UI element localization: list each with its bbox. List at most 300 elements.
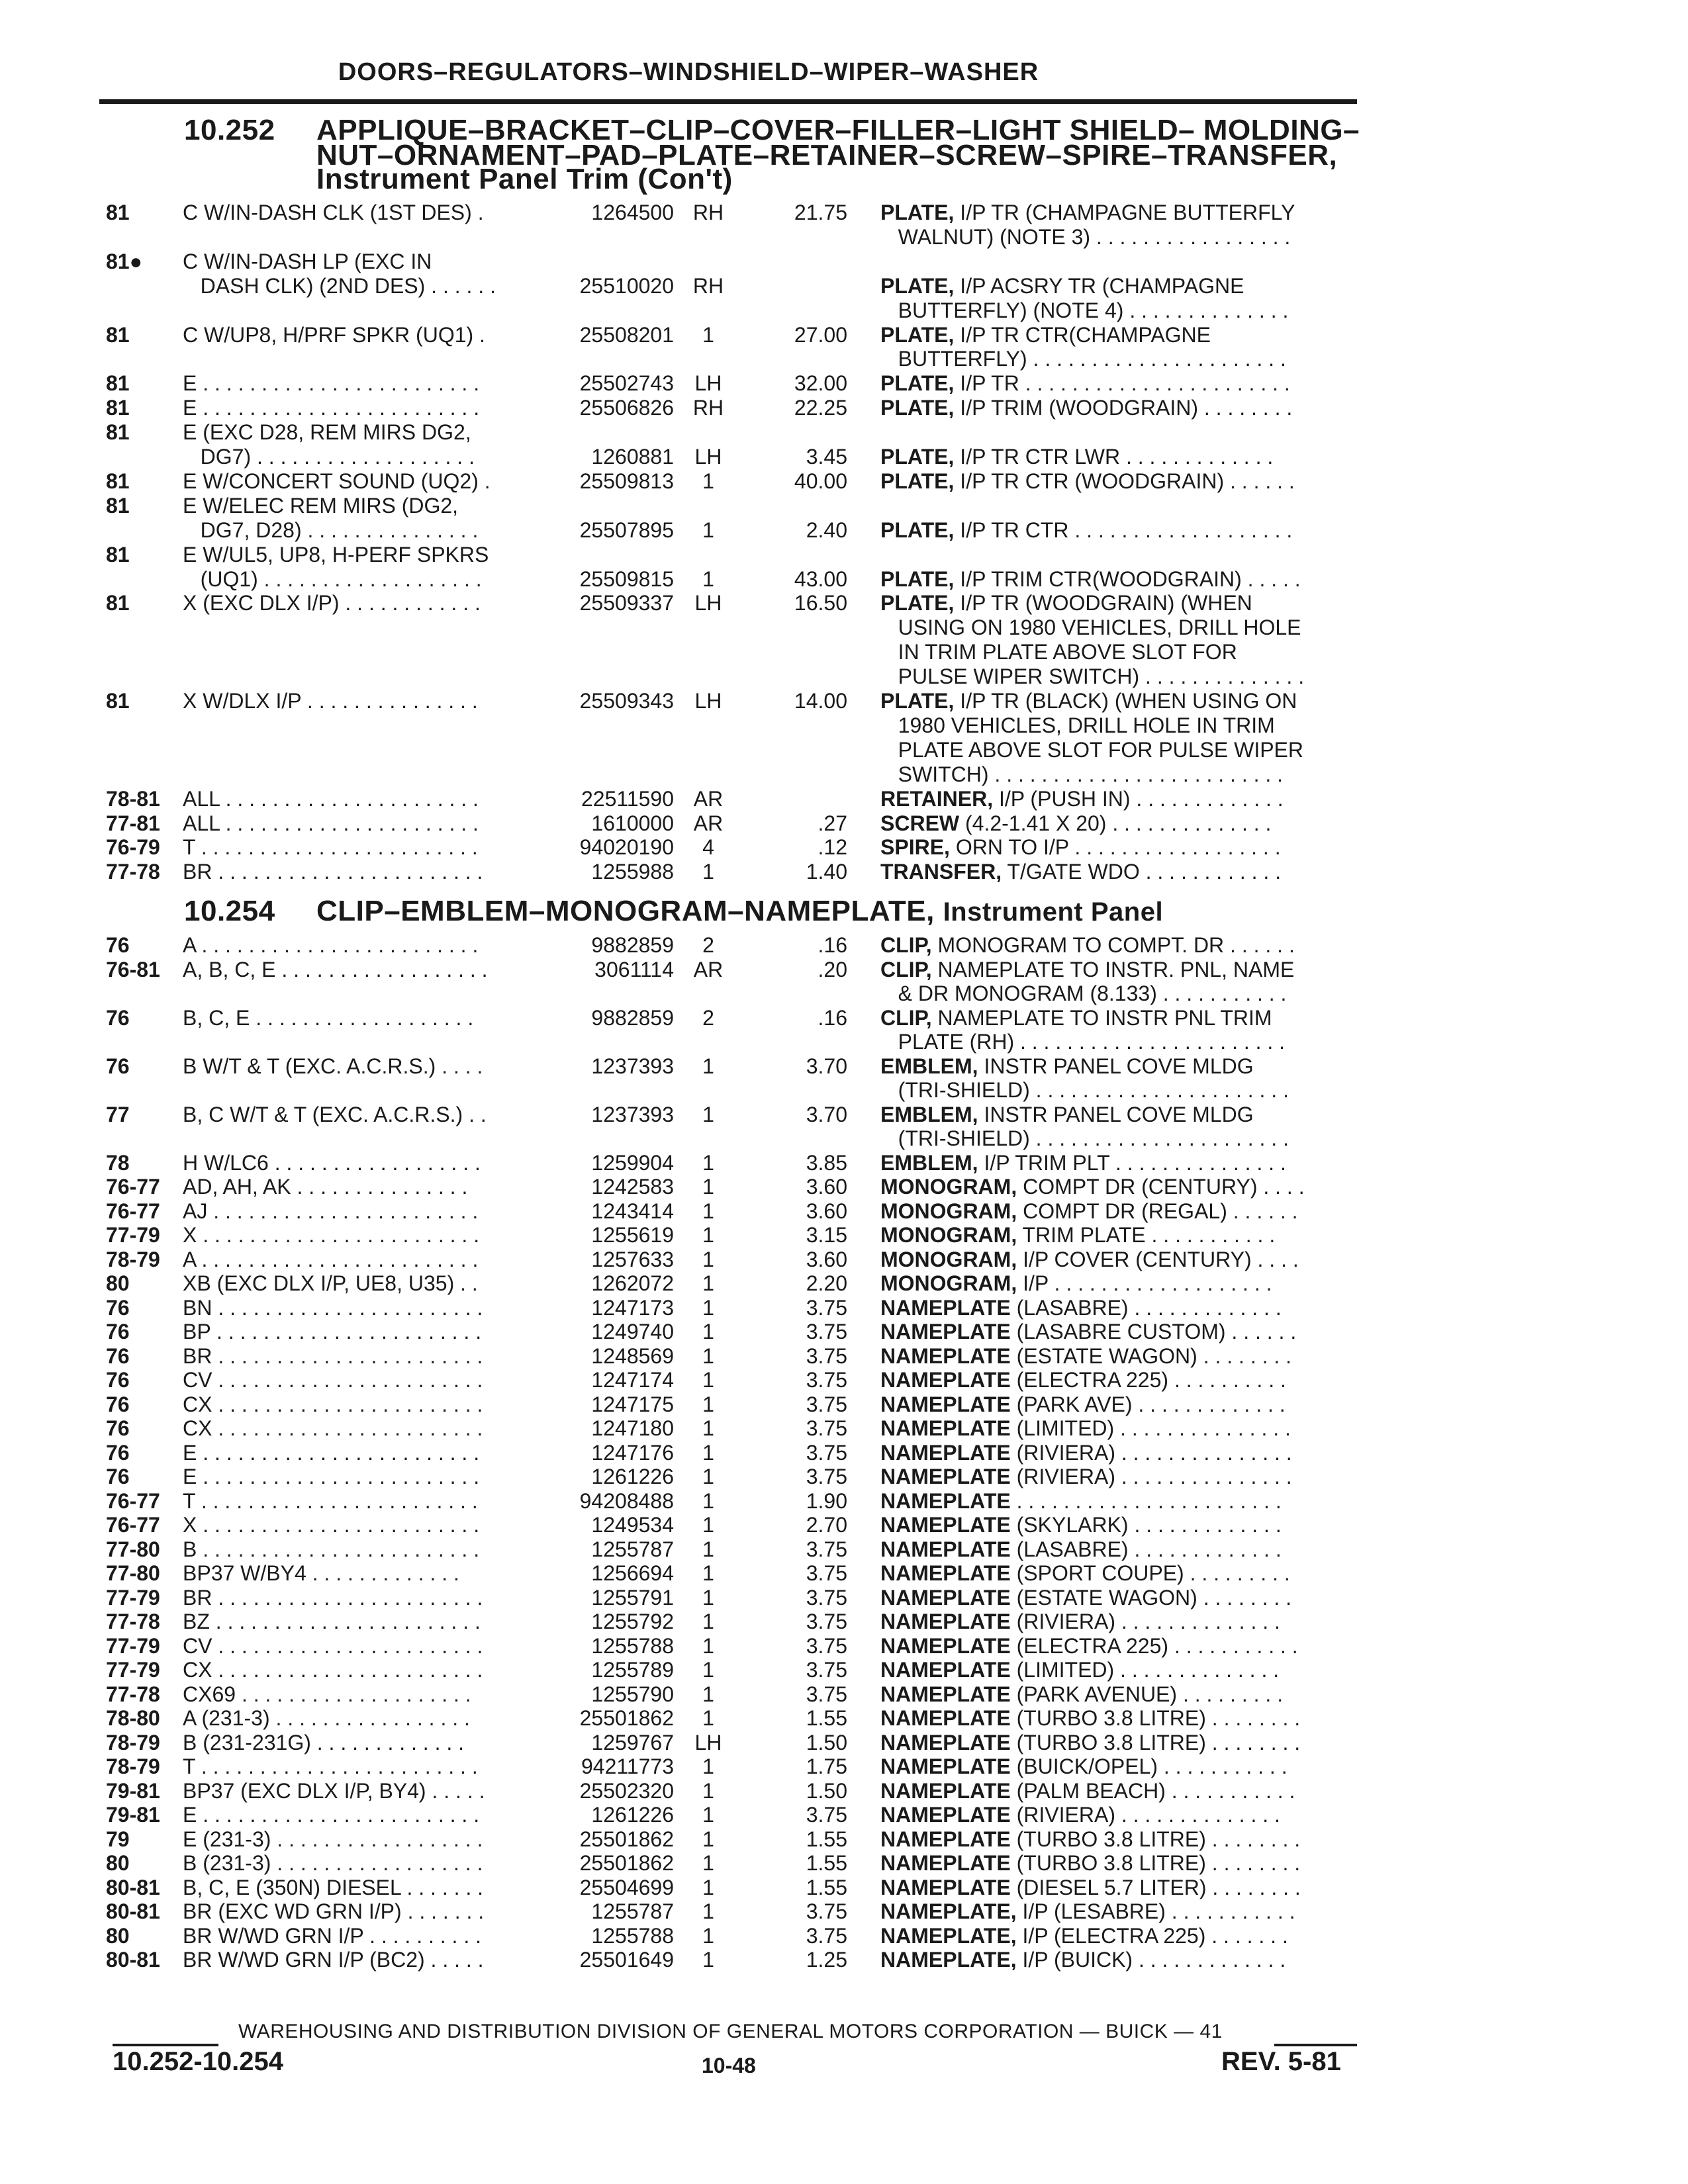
year-cell: 77-79 xyxy=(106,1585,160,1610)
description-cell xyxy=(880,1199,1357,1224)
part-name: MONOGRAM, xyxy=(880,1271,1017,1295)
part-name: NAMEPLATE xyxy=(880,1465,1011,1488)
year-cell: 77-81 xyxy=(106,811,160,835)
part-description: I/P (LESABRE) . . . . . . . . . . . xyxy=(1022,1899,1295,1923)
application-cell: DG7) . . . . . . . . . . . . . . . . . . . xyxy=(183,445,475,469)
application-cell: E W/ELEC REM MIRS (DG2, xyxy=(183,493,459,518)
application-cell: ALL . . . . . . . . . . . . . . . . . . . . . . xyxy=(183,786,479,811)
part-name: MONOGRAM, xyxy=(880,1223,1017,1247)
part-number-cell: 1260881 xyxy=(591,445,674,469)
part-name: NAMEPLATE, xyxy=(880,1923,1017,1948)
year-cell: 76 xyxy=(106,1416,130,1440)
part-number-cell: 1255789 xyxy=(591,1658,674,1682)
part-name: CLIP, xyxy=(880,957,932,981)
year-cell: 81 xyxy=(106,591,130,615)
quantity-cell: LH xyxy=(694,1730,722,1754)
description-cell xyxy=(880,1223,1357,1248)
description-cell xyxy=(880,1610,1357,1634)
price-cell: 1.40 xyxy=(806,860,847,884)
part-number-cell: 1249534 xyxy=(591,1513,674,1537)
part-description: (ELECTRA 225) . . . . . . . . . . xyxy=(1016,1368,1286,1392)
price-cell: 1.25 xyxy=(806,1948,847,1972)
price-cell: 16.50 xyxy=(794,591,847,615)
price-cell: 3.75 xyxy=(806,1610,847,1633)
year-cell: 81 xyxy=(106,322,130,347)
description-cell xyxy=(880,1296,1357,1320)
price-cell: 3.75 xyxy=(806,1585,847,1610)
part-number-cell: 1237393 xyxy=(591,1054,674,1078)
section-number: 10.252 xyxy=(184,114,275,146)
part-description: I/P COVER (CENTURY) . . . . xyxy=(1023,1247,1299,1271)
part-description: I/P TR (CHAMPAGNE BUTTERFLY xyxy=(960,201,1295,224)
part-number-cell: 1248569 xyxy=(591,1343,674,1368)
application-cell: E W/UL5, UP8, H-PERF SPKRS xyxy=(183,542,489,567)
description-cell xyxy=(880,1779,1357,1803)
application-cell: DASH CLK) (2ND DES) . . . . . . xyxy=(183,273,496,298)
price-cell: 3.75 xyxy=(806,1465,847,1488)
part-description: PLATE ABOVE SLOT FOR PULSE WIPER xyxy=(880,737,1303,762)
part-name: PLATE, xyxy=(880,396,955,420)
part-description: I/P TRIM CTR(WOODGRAIN) . . . . . xyxy=(960,567,1301,591)
part-description: I/P TR CTR (WOODGRAIN) . . . . . . xyxy=(960,469,1295,493)
part-number-cell: 1255988 xyxy=(591,860,674,884)
part-number-cell: 25509815 xyxy=(579,567,674,591)
part-description: (LIMITED) . . . . . . . . . . . . . . xyxy=(1016,1658,1280,1682)
part-number-cell: 25508201 xyxy=(579,322,674,347)
part-number-cell: 1255788 xyxy=(591,1923,674,1948)
description-cell xyxy=(880,469,1357,494)
description-cell xyxy=(880,1561,1357,1586)
description-cell xyxy=(880,1465,1357,1489)
application-cell: BR . . . . . . . . . . . . . . . . . . . . . . . xyxy=(183,1585,483,1610)
description-cell xyxy=(880,1803,1357,1827)
part-number-cell: 1257633 xyxy=(591,1247,674,1271)
part-number-cell: 25510020 xyxy=(579,273,674,298)
part-number-cell: 94211773 xyxy=(581,1754,674,1778)
quantity-cell: 1 xyxy=(702,469,714,493)
price-cell: 3.60 xyxy=(806,1247,847,1271)
part-description: (RIVIERA) . . . . . . . . . . . . . . xyxy=(1016,1803,1280,1827)
year-cell: 81● xyxy=(106,249,142,273)
application-cell: BR W/WD GRN I/P . . . . . . . . . . xyxy=(183,1923,481,1948)
year-cell: 77-78 xyxy=(106,1682,160,1706)
price-cell: .20 xyxy=(818,957,847,981)
part-name: CLIP, xyxy=(880,1005,932,1030)
year-cell: 76-81 xyxy=(106,957,160,981)
part-description: ORN TO I/P . . . . . . . . . . . . . . . . . . xyxy=(955,835,1281,860)
description-cell xyxy=(880,933,1357,958)
application-cell: B (231-3) . . . . . . . . . . . . . . . . . . xyxy=(183,1851,483,1875)
quantity-cell: 1 xyxy=(702,1247,714,1271)
quantity-cell: 1 xyxy=(702,1223,714,1247)
description-cell xyxy=(880,1899,1357,1924)
part-number-cell: 1256694 xyxy=(591,1561,674,1585)
part-name: PLATE, xyxy=(880,322,955,347)
price-cell: 3.75 xyxy=(806,1416,847,1440)
application-cell: E . . . . . . . . . . . . . . . . . . . . . . . . xyxy=(183,1465,480,1488)
price-cell: 3.75 xyxy=(806,1658,847,1682)
year-cell: 77-79 xyxy=(106,1223,160,1247)
description-cell xyxy=(880,567,1357,592)
year-cell: 81 xyxy=(106,396,130,420)
description-cell xyxy=(880,640,1357,664)
part-description: IN TRIM PLATE ABOVE SLOT FOR xyxy=(880,640,1237,664)
description-cell xyxy=(880,274,1357,298)
part-description: I/P TRIM (WOODGRAIN) . . . . . . . . xyxy=(960,396,1293,420)
application-cell: (UQ1) . . . . . . . . . . . . . . . . . . . xyxy=(183,567,482,591)
part-description: (TURBO 3.8 LITRE) . . . . . . . . xyxy=(1016,1706,1301,1730)
quantity-cell: 4 xyxy=(702,835,714,860)
application-cell: BN . . . . . . . . . . . . . . . . . . . . . . . xyxy=(183,1295,483,1320)
price-cell: 3.75 xyxy=(806,1537,847,1561)
description-cell xyxy=(880,1658,1357,1682)
page-header-text: DOORS–REGULATORS–WINDSHIELD–WIPER–WASHER xyxy=(338,58,1039,86)
application-cell: BP . . . . . . . . . . . . . . . . . . . . . . . xyxy=(183,1320,482,1343)
part-name: NAMEPLATE xyxy=(880,1827,1011,1851)
application-cell: A, B, C, E . . . . . . . . . . . . . . . . . . xyxy=(183,957,488,981)
part-description: (LASABRE) . . . . . . . . . . . . . xyxy=(1016,1537,1282,1561)
part-number-cell: 1249740 xyxy=(591,1320,674,1343)
part-description: (TURBO 3.8 LITRE) . . . . . . . . xyxy=(1016,1851,1301,1875)
quantity-cell: 1 xyxy=(702,1851,714,1875)
part-description: PLATE (RH) . . . . . . . . . . . . . . . . . . . . . . . xyxy=(880,1030,1286,1054)
year-cell: 79-81 xyxy=(106,1778,160,1803)
part-number-cell: 1247176 xyxy=(591,1440,674,1465)
section-title-line-1: APPLIQUE–BRACKET–CLIP–COVER–FILLER–LIGHT SHIELD– MOLDING– xyxy=(316,114,1360,146)
part-number-cell: 25509343 xyxy=(579,689,674,713)
part-description: (RIVIERA) . . . . . . . . . . . . . . . xyxy=(1016,1465,1292,1488)
price-cell: 1.55 xyxy=(806,1706,847,1730)
price-cell: 43.00 xyxy=(794,567,847,591)
price-cell: 3.75 xyxy=(806,1682,847,1706)
price-cell: .16 xyxy=(818,1005,847,1030)
description-cell xyxy=(880,738,1357,762)
part-name: NAMEPLATE xyxy=(880,1320,1011,1343)
description-cell xyxy=(880,1392,1357,1417)
year-cell: 76-79 xyxy=(106,835,160,860)
quantity-cell: 1 xyxy=(702,1561,714,1585)
application-cell: C W/IN-DASH CLK (1ST DES) . xyxy=(183,201,484,224)
price-cell: .12 xyxy=(818,835,847,860)
description-cell xyxy=(880,1103,1357,1127)
application-cell: XB (EXC DLX I/P, UE8, U35) . . xyxy=(183,1271,478,1295)
part-name: PLATE, xyxy=(880,201,955,224)
part-description: I/P ACSRY TR (CHAMPAGNE xyxy=(960,273,1244,298)
part-number-cell: 25502320 xyxy=(579,1778,674,1803)
application-cell: E . . . . . . . . . . . . . . . . . . . . . . . . xyxy=(183,1803,480,1827)
part-description: SWITCH) . . . . . . . . . . . . . . . . . . . . . . . . . xyxy=(880,762,1284,786)
price-cell: 3.75 xyxy=(806,1899,847,1923)
part-number-cell: 1247175 xyxy=(591,1392,674,1416)
year-cell: 81 xyxy=(106,542,130,567)
quantity-cell: 1 xyxy=(702,1343,714,1368)
application-cell: A (231-3) . . . . . . . . . . . . . . . . . xyxy=(183,1706,470,1730)
part-description: (ELECTRA 225) . . . . . . . . . . . xyxy=(1016,1633,1298,1658)
year-cell: 76 xyxy=(106,933,130,957)
description-cell xyxy=(880,1489,1357,1514)
application-cell: BP37 W/BY4 . . . . . . . . . . . . . xyxy=(183,1561,459,1585)
application-cell: CV . . . . . . . . . . . . . . . . . . . . . . . xyxy=(183,1368,483,1392)
quantity-cell: 1 xyxy=(702,1199,714,1223)
part-description: (TURBO 3.8 LITRE) . . . . . . . . xyxy=(1016,1827,1301,1851)
year-cell: 76 xyxy=(106,1368,130,1392)
price-cell: .27 xyxy=(818,811,847,835)
price-cell: 3.70 xyxy=(806,1102,847,1126)
application-cell: BR W/WD GRN I/P (BC2) . . . . . xyxy=(183,1948,484,1972)
part-description: (RIVIERA) . . . . . . . . . . . . . . . xyxy=(1016,1440,1292,1465)
year-cell: 76 xyxy=(106,1005,130,1030)
part-description: (ESTATE WAGON) . . . . . . . . xyxy=(1016,1585,1292,1610)
application-cell: CX . . . . . . . . . . . . . . . . . . . . . . . xyxy=(183,1658,483,1682)
section-subtitle: Instrument Panel Trim (Con't) xyxy=(316,163,733,195)
year-cell: 76 xyxy=(106,1295,130,1320)
year-cell: 77 xyxy=(106,1102,130,1126)
page-header xyxy=(99,58,1357,104)
part-description: & DR MONOGRAM (8.133) . . . . . . . . . . . xyxy=(880,981,1287,1005)
part-description: INSTR PANEL COVE MLDG xyxy=(984,1054,1254,1078)
quantity-cell: AR xyxy=(693,957,724,981)
part-name: PLATE, xyxy=(880,371,955,396)
price-cell: 3.75 xyxy=(806,1440,847,1465)
part-number-cell: 1610000 xyxy=(591,811,674,835)
part-name: PLATE, xyxy=(880,273,955,298)
part-number-cell: 25501862 xyxy=(579,1827,674,1851)
part-description: COMPT DR (CENTURY) . . . . xyxy=(1023,1175,1305,1199)
part-number-cell: 1255787 xyxy=(591,1537,674,1561)
description-cell xyxy=(880,1416,1357,1441)
year-cell: 79 xyxy=(106,1827,130,1851)
part-number-cell: 1247180 xyxy=(591,1416,674,1440)
part-number-cell: 94020190 xyxy=(579,835,674,860)
description-cell xyxy=(880,615,1357,640)
year-cell: 77-79 xyxy=(106,1633,160,1658)
description-cell xyxy=(880,1054,1357,1079)
price-cell: 21.75 xyxy=(794,201,847,224)
part-name: NAMEPLATE xyxy=(880,1730,1011,1754)
part-number-cell: 1261226 xyxy=(591,1465,674,1488)
application-cell: BP37 (EXC DLX I/P, BY4) . . . . . xyxy=(183,1778,485,1803)
part-name: MONOGRAM, xyxy=(880,1175,1017,1199)
application-cell: H W/LC6 . . . . . . . . . . . . . . . . . . xyxy=(183,1150,481,1175)
footer-rule-right xyxy=(1274,2044,1357,2046)
part-description: (SPORT COUPE) . . . . . . . . . xyxy=(1016,1561,1290,1585)
year-cell: 80-81 xyxy=(106,1875,160,1899)
price-cell: 3.75 xyxy=(806,1561,847,1585)
part-name: NAMEPLATE xyxy=(880,1440,1011,1465)
year-cell: 78 xyxy=(106,1150,130,1175)
year-cell: 76 xyxy=(106,1440,130,1465)
part-number-cell: 25509813 xyxy=(579,469,674,493)
quantity-cell: 2 xyxy=(702,933,714,957)
part-description: . . . . . . . . . . . . . . . . . . . . . . . xyxy=(1016,1488,1282,1513)
application-cell: E . . . . . . . . . . . . . . . . . . . . . . . . xyxy=(183,371,480,396)
year-cell: 77-79 xyxy=(106,1658,160,1682)
part-description: (RIVIERA) . . . . . . . . . . . . . . xyxy=(1016,1610,1280,1633)
part-name: NAMEPLATE xyxy=(880,1513,1011,1537)
quantity-cell: 1 xyxy=(702,1513,714,1537)
part-description: I/P TRIM PLT . . . . . . . . . . . . . . . xyxy=(984,1150,1286,1175)
application-cell: B, C W/T & T (EXC. A.C.R.S.) . . xyxy=(183,1102,487,1126)
part-name: CLIP, xyxy=(880,933,932,957)
quantity-cell: 1 xyxy=(702,567,714,591)
application-cell: AD, AH, AK . . . . . . . . . . . . . . . xyxy=(183,1175,468,1199)
year-cell: 78-81 xyxy=(106,786,160,811)
price-cell: 1.90 xyxy=(806,1488,847,1513)
quantity-cell: RH xyxy=(692,396,724,420)
application-cell: X . . . . . . . . . . . . . . . . . . . . . . . . xyxy=(183,1513,480,1537)
quantity-cell: LH xyxy=(694,445,722,469)
quantity-cell: 1 xyxy=(702,1271,714,1295)
part-number-cell: 1255791 xyxy=(591,1585,674,1610)
part-description: (PALM BEACH) . . . . . . . . . . . xyxy=(1016,1778,1295,1803)
section-title-line-2: NUT–ORNAMENT–PAD–PLATE–RETAINER–SCREW–SPIRE–TRANSFER, xyxy=(316,139,1338,171)
year-cell: 80 xyxy=(106,1851,130,1875)
application-cell: A . . . . . . . . . . . . . . . . . . . . . . . . xyxy=(183,1247,479,1271)
part-description: (TURBO 3.8 LITRE) . . . . . . . . xyxy=(1016,1730,1301,1754)
description-cell xyxy=(880,1948,1357,1972)
year-cell: 78-79 xyxy=(106,1730,160,1754)
part-description: (TRI-SHIELD) . . . . . . . . . . . . . . . . . . . . . . xyxy=(880,1126,1289,1150)
description-cell xyxy=(880,518,1357,543)
application-cell: E W/CONCERT SOUND (UQ2) . xyxy=(183,469,491,493)
quantity-cell: 1 xyxy=(702,1295,714,1320)
price-cell: 3.85 xyxy=(806,1150,847,1175)
quantity-cell: 1 xyxy=(702,860,714,884)
quantity-cell: 1 xyxy=(702,1368,714,1392)
part-description: BUTTERFLY) . . . . . . . . . . . . . . . . . . . . . . xyxy=(880,347,1286,371)
part-name: MONOGRAM, xyxy=(880,1199,1017,1223)
price-cell: 3.75 xyxy=(806,1343,847,1368)
year-cell: 81 xyxy=(106,689,130,713)
quantity-cell: 1 xyxy=(702,1392,714,1416)
application-cell: E (EXC D28, REM MIRS DG2, xyxy=(183,420,471,445)
part-number-cell: 9882859 xyxy=(591,933,674,957)
part-name: SCREW xyxy=(880,811,960,835)
description-cell xyxy=(880,1030,1357,1054)
year-cell: 76-77 xyxy=(106,1175,160,1199)
application-cell: CX69 . . . . . . . . . . . . . . . . . . . . xyxy=(183,1682,471,1706)
year-cell: 80-81 xyxy=(106,1899,160,1923)
part-number-cell: 25504699 xyxy=(579,1875,674,1899)
price-cell: 1.50 xyxy=(806,1778,847,1803)
description-cell xyxy=(880,1586,1357,1610)
part-number-cell: 22511590 xyxy=(581,786,674,811)
description-cell xyxy=(880,811,1357,836)
year-cell: 81 xyxy=(106,371,130,396)
description-cell xyxy=(880,1731,1357,1755)
part-name: NAMEPLATE xyxy=(880,1682,1011,1706)
quantity-cell: RH xyxy=(692,273,724,298)
year-cell: 78-79 xyxy=(106,1754,160,1778)
year-cell: 81 xyxy=(106,420,130,445)
part-description: PULSE WIPER SWITCH) . . . . . . . . . . . . . . xyxy=(880,664,1305,689)
application-cell: E . . . . . . . . . . . . . . . . . . . . . . . . xyxy=(183,396,480,420)
price-cell: 3.75 xyxy=(806,1803,847,1827)
price-cell: 27.00 xyxy=(794,322,847,347)
part-number-cell: 25501649 xyxy=(579,1948,674,1972)
year-cell: 76-77 xyxy=(106,1513,160,1537)
application-cell: X W/DLX I/P . . . . . . . . . . . . . . . xyxy=(183,689,478,713)
part-number-cell: 1261226 xyxy=(591,1803,674,1827)
quantity-cell: 1 xyxy=(702,1175,714,1199)
description-cell xyxy=(880,1924,1357,1948)
footer-revision: REV. 5-81 xyxy=(1221,2047,1341,2076)
part-description: I/P (BUICK) . . . . . . . . . . . . . xyxy=(1022,1948,1286,1972)
part-name: NAMEPLATE xyxy=(880,1851,1011,1875)
quantity-cell: 1 xyxy=(702,1827,714,1851)
footer-text: WAREHOUSING AND DISTRIBUTION DIVISION OF GENERAL MOTORS CORPORATION — BUICK — 41 xyxy=(238,2021,1223,2042)
description-cell xyxy=(880,835,1357,860)
part-description: (PARK AVENUE) . . . . . . . . . xyxy=(1016,1682,1284,1706)
application-cell: CV . . . . . . . . . . . . . . . . . . . . . . . xyxy=(183,1633,483,1658)
year-cell: 77-80 xyxy=(106,1537,160,1561)
year-cell: 76 xyxy=(106,1392,130,1416)
part-number-cell: 25501862 xyxy=(579,1706,674,1730)
description-cell xyxy=(880,1634,1357,1659)
footer-page-number: 10-48 xyxy=(702,2054,756,2077)
part-number-cell: 1262072 xyxy=(591,1271,674,1295)
part-number-cell: 25506826 xyxy=(579,396,674,420)
part-description: 1980 VEHICLES, DRILL HOLE IN TRIM xyxy=(880,713,1275,737)
year-cell: 81 xyxy=(106,493,130,518)
description-cell xyxy=(880,1368,1357,1392)
application-cell: CX . . . . . . . . . . . . . . . . . . . . . . . xyxy=(183,1392,483,1416)
part-description: I/P TR . . . . . . . . . . . . . . . . . . . . . . . xyxy=(960,371,1290,396)
year-cell: 80 xyxy=(106,1923,130,1948)
description-cell xyxy=(880,371,1357,396)
application-cell: X (EXC DLX I/P) . . . . . . . . . . . . xyxy=(183,591,481,615)
part-number-cell: 1255619 xyxy=(591,1223,674,1247)
price-cell: 3.60 xyxy=(806,1175,847,1199)
part-description: MONOGRAM TO COMPT. DR . . . . . . xyxy=(937,933,1295,957)
year-cell: 77-80 xyxy=(106,1561,160,1585)
quantity-cell: 1 xyxy=(702,1465,714,1488)
part-number-cell: 1255792 xyxy=(591,1610,674,1633)
description-cell xyxy=(880,860,1357,884)
quantity-cell: 1 xyxy=(702,1440,714,1465)
quantity-cell: RH xyxy=(692,201,724,224)
price-cell: 3.75 xyxy=(806,1392,847,1416)
price-cell: 2.70 xyxy=(806,1513,847,1537)
part-description: I/P TR (BLACK) (WHEN USING ON xyxy=(960,689,1297,713)
part-name: NAMEPLATE xyxy=(880,1706,1011,1730)
description-cell xyxy=(880,591,1357,615)
application-cell: BR . . . . . . . . . . . . . . . . . . . . . . . xyxy=(183,860,483,884)
part-description: INSTR PANEL COVE MLDG xyxy=(984,1102,1254,1126)
quantity-cell: AR xyxy=(693,786,724,811)
part-number-cell: 1247173 xyxy=(591,1295,674,1320)
part-number-cell: 1255787 xyxy=(591,1899,674,1923)
part-description: (ESTATE WAGON) . . . . . . . . xyxy=(1016,1343,1292,1368)
part-name: NAMEPLATE xyxy=(880,1561,1011,1585)
description-cell xyxy=(880,713,1357,738)
application-cell: E . . . . . . . . . . . . . . . . . . . . . . . . xyxy=(183,1440,480,1465)
description-cell xyxy=(880,323,1357,347)
application-cell: B, C, E (350N) DIESEL . . . . . . . xyxy=(183,1875,484,1899)
description-cell xyxy=(880,201,1357,225)
part-description: I/P (ELECTRA 225) . . . . . . . xyxy=(1022,1923,1288,1948)
description-cell xyxy=(880,1851,1357,1876)
description-cell xyxy=(880,1441,1357,1465)
description-cell xyxy=(880,1006,1357,1030)
description-cell xyxy=(880,689,1357,713)
year-cell: 76 xyxy=(106,1054,130,1078)
part-description: I/P TR CTR(CHAMPAGNE xyxy=(960,322,1211,347)
year-cell: 76 xyxy=(106,1343,130,1368)
price-cell: 3.75 xyxy=(806,1295,847,1320)
price-cell: 3.75 xyxy=(806,1368,847,1392)
part-description: (4.2-1.41 X 20) . . . . . . . . . . . . . . xyxy=(965,811,1272,835)
